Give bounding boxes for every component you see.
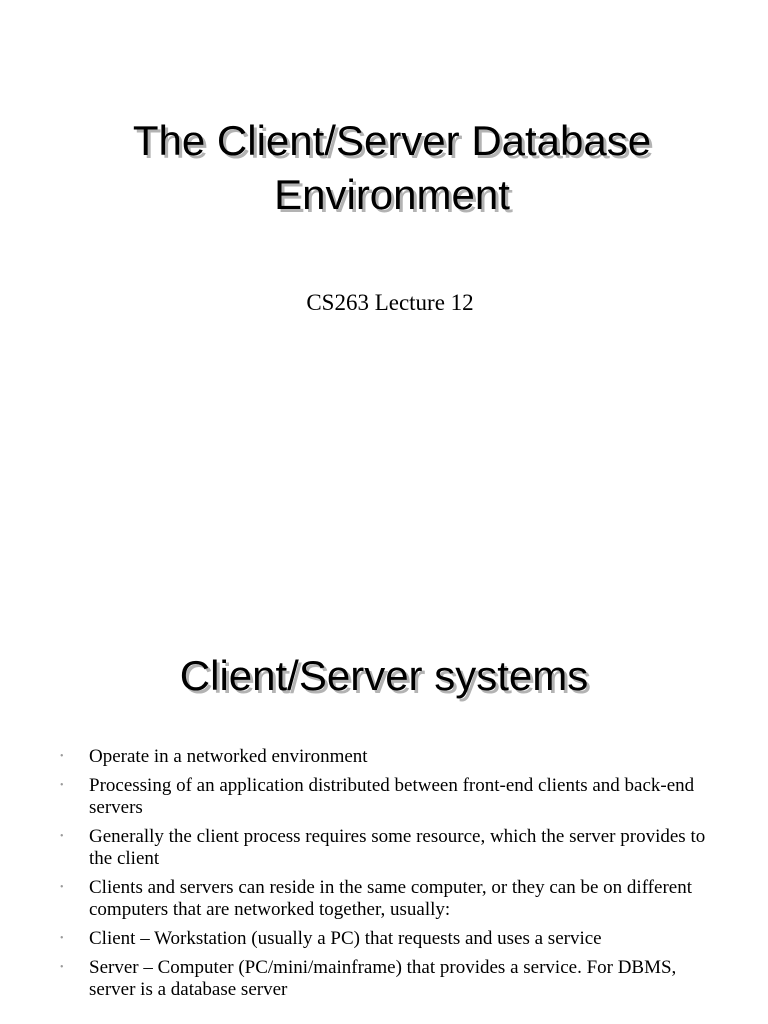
slide-title-line-2: Environment (274, 171, 510, 218)
bullet-icon: • (60, 751, 64, 762)
list-item-text: Processing of an application distributed between front-end clients and back-end servers (89, 775, 695, 818)
slide-client-server-systems (0, 512, 768, 1024)
bullet-icon: • (60, 933, 64, 944)
bullet-icon: • (60, 962, 64, 973)
list-item-text: Generally the client process requires some resource, which the server provides to the client (89, 826, 706, 869)
slide-title-heading (0, 114, 768, 222)
list-item-text: Operate in a networked environment (89, 746, 368, 767)
list-item (60, 877, 710, 921)
slide-title-line-1: The Client/Server Database (132, 117, 652, 164)
slide-subtitle: CS263 Lecture 12 (306, 290, 474, 315)
list-item-text: Clients and servers can reside in the same computer, or they can be on different computers that are networked together, usually: (89, 877, 692, 920)
bullet-list (60, 746, 710, 1008)
slide-heading: Client/Server systems (179, 652, 589, 699)
list-item (60, 826, 710, 870)
bullet-icon: • (60, 831, 64, 842)
list-item (60, 746, 710, 768)
list-item-text: Client – Workstation (usually a PC) that requests and uses a service (89, 928, 602, 949)
bullet-icon: • (60, 780, 64, 791)
bullet-icon: • (60, 882, 64, 893)
list-item (60, 957, 710, 1001)
list-item (60, 775, 710, 819)
list-item-text: Server – Computer (PC/mini/mainframe) that provides a service. For DBMS, server is a database server (89, 957, 677, 1000)
list-item (60, 928, 710, 950)
